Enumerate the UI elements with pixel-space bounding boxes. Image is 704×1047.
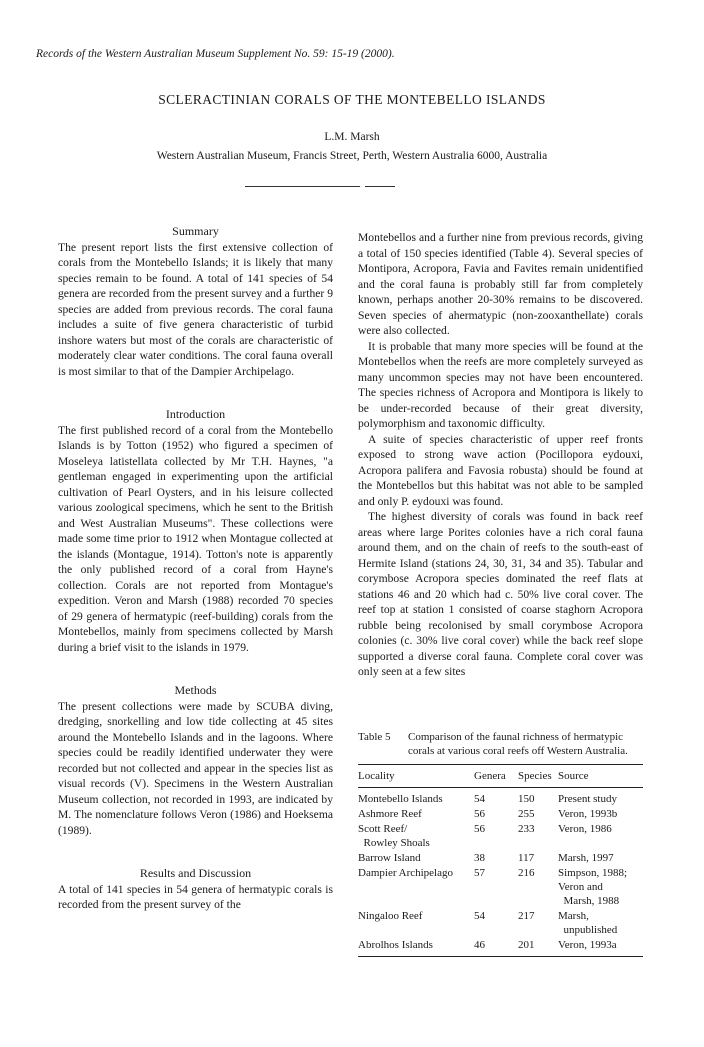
table-row <box>358 822 643 851</box>
table-number: Table 5 <box>358 731 391 743</box>
table-row <box>358 807 643 822</box>
table-cell: Veron, 1986 <box>558 823 612 835</box>
affiliation: Western Australian Museum, Francis Street, Perth, Western Australia 6000, Australia <box>156 150 548 162</box>
table-cell: 216 <box>518 867 535 879</box>
table-cell: Dampier Archipelago <box>358 867 453 879</box>
paragraph: The highest diversity of corals was found in back reef areas where large Porites colonies have a rich coral fauna around them, and on the chain of reefs to the south-east of Hermite Island (stations 24, 30, 31, 34 and 35). Tabular and corymbose Acropora species dominated the reef flats at stations 46 and 20 which had c. 50% live coral cover. The reef top at station 1 consisted of coarse staghorn Acropora rubble being recolonised by small corymbose Acropora colonies (c. 30% live coral cover) while the back reef slope supported a diverse coral fauna. Complete coral cover was only seen at a few sites <box>358 510 643 678</box>
table-cell: Ningaloo Reef <box>358 910 423 922</box>
table-cell: 201 <box>518 939 535 951</box>
table-cell: 117 <box>518 852 535 864</box>
table-header-cell: Species <box>518 770 552 782</box>
table-header-row <box>358 765 643 787</box>
introduction-text: The first published record of a coral from the Montebello Islands is by Totton (1952) who figured a specimen of Moseleya latistellata collected by Mr T.H. Haynes, "a gentleman engaged in experimenting upon the artificial cultivation of Pearl Oysters, and in his leisure collected various zoological specimens, which he sent to the British and West Australian Museums". These collections were made some time prior to 1912 when Montague collected at the islands (Montague, 1914). Totton's note is apparently the only published record of a coral from Hayne's collection. Corals are not reported from Montague's expedition. Veron and Marsh (1988) recorded 70 species of 29 genera of hermatypic (reef-building) corals from the Montebellos, mainly from specimens collected by Marsh during a brief visit to the islands in 1979. <box>58 423 333 654</box>
paragraph: It is probable that many more species will be found at the Montebellos when the reefs are more completely surveyed as many uncommon species may not have been encountered. The species richness of Acropora and Montipora is likely to be under-recorded because of their great diversity, polymorphism and taxonomic difficulty. <box>358 339 643 430</box>
introduction-heading: Introduction <box>165 407 226 421</box>
comparison-table <box>358 730 643 957</box>
table-cell: Veron, 1993b <box>558 808 618 820</box>
table-header-cell: Locality <box>358 770 395 782</box>
table-row <box>358 909 643 938</box>
summary-heading: Summary <box>172 224 219 238</box>
table-caption <box>358 730 643 758</box>
table-header-cell: Genera <box>474 770 506 782</box>
table-header-cell: Source <box>558 770 589 782</box>
table-cell: 150 <box>518 793 535 805</box>
results-text: A total of 141 species in 54 genera of hermatypic corals is recorded from the present survey of the <box>58 882 333 911</box>
table-cell: 56 <box>474 823 485 835</box>
author: L.M. Marsh <box>324 131 380 143</box>
results-heading: Results and Discussion <box>139 866 252 880</box>
table-cell: 56 <box>474 808 485 820</box>
table-cell: Marsh, unpublished <box>558 910 618 936</box>
table-cell: Veron, 1993a <box>558 939 617 951</box>
table-bottom-rule <box>358 956 643 957</box>
table-cell: Simpson, 1988; Veron and Marsh, 1988 <box>558 867 628 907</box>
table-cell: 46 <box>474 939 485 951</box>
table-cell: 38 <box>474 852 485 864</box>
paragraph: Montebellos and a further nine from previous records, giving a total of 150 species identified (Table 4). Several species of Montipora, Acropora, Favia and Favites remain unidentified and the coral fauna is probably still far from completely known, perhaps another 20-30% remains to be discovered. Seven species of ahermatypic (non-zooxanthellate) corals were also collected. <box>358 231 643 337</box>
table-row <box>358 851 643 866</box>
summary-text: The present report lists the first extensive collection of corals from the Montebello Islands; it is likely that many species remain to be found. A total of 141 species of 54 genera are recorded from the present survey and a further 9 species are added from previous records. The coral fauna includes a suite of five genera characteristic of turbid inshore waters but most of the corals are characteristic of moderately clear water conditions. The coral fauna overall is most similar to that of the Dampier Archipelago. <box>58 240 333 378</box>
table-cell: Present study <box>558 793 617 805</box>
left-column <box>58 224 333 913</box>
table-cell: 54 <box>474 793 485 805</box>
table-cell: 217 <box>518 910 535 922</box>
table-cell: Abrolhos Islands <box>358 939 433 951</box>
table-caption-text: Comparison of the faunal richness of hermatypic corals at various coral reefs off Western Australia. <box>408 731 628 757</box>
table-cell: Barrow Island <box>358 852 421 864</box>
table-cell: Ashmore Reef <box>358 808 422 820</box>
paper-title: SCLERACTINIAN CORALS OF THE MONTEBELLO ISLANDS <box>158 92 546 107</box>
table-row <box>358 792 643 807</box>
table-cell: Scott Reef/ Rowley Shoals <box>358 823 430 849</box>
paragraph: A suite of species characteristic of upper reef fronts exposed to strong wave action (Pocillopora eydouxi, Acropora palifera and Favosia robusta) should be found at the Montebellos but this habitat was not able to be sampled and only P. eydouxi was found. <box>358 432 643 508</box>
table-cell: 255 <box>518 808 535 820</box>
running-head: Records of the Western Australian Museum Supplement No. 59: 15-19 (2000). <box>36 48 395 60</box>
right-column <box>358 230 643 680</box>
table-row <box>358 866 643 909</box>
table-header-rule <box>358 787 643 788</box>
table-cell: 233 <box>518 823 535 835</box>
table-cell: Montebello Islands <box>358 793 443 805</box>
methods-heading: Methods <box>174 683 217 697</box>
table-grid <box>358 765 643 957</box>
title-divider <box>245 186 360 187</box>
methods-text: The present collections were made by SCUBA diving, dredging, snorkelling and low tide collecting at 45 sites around the Montebello Islands and in the lagoons. Where species could be readily identified underwater they were recorded but not collected and appear in the species list as visual records (V). Specimens in the Western Australian Museum collection, not recorded in 1993, are indicated by M. The nomenclature follows Veron (1986) and Hoeksema (1989). <box>58 699 333 837</box>
table-cell: Marsh, 1997 <box>558 852 614 864</box>
table-row <box>358 938 643 953</box>
table-cell: 54 <box>474 910 485 922</box>
table-cell: 57 <box>474 867 485 879</box>
title-divider-short <box>365 186 395 187</box>
